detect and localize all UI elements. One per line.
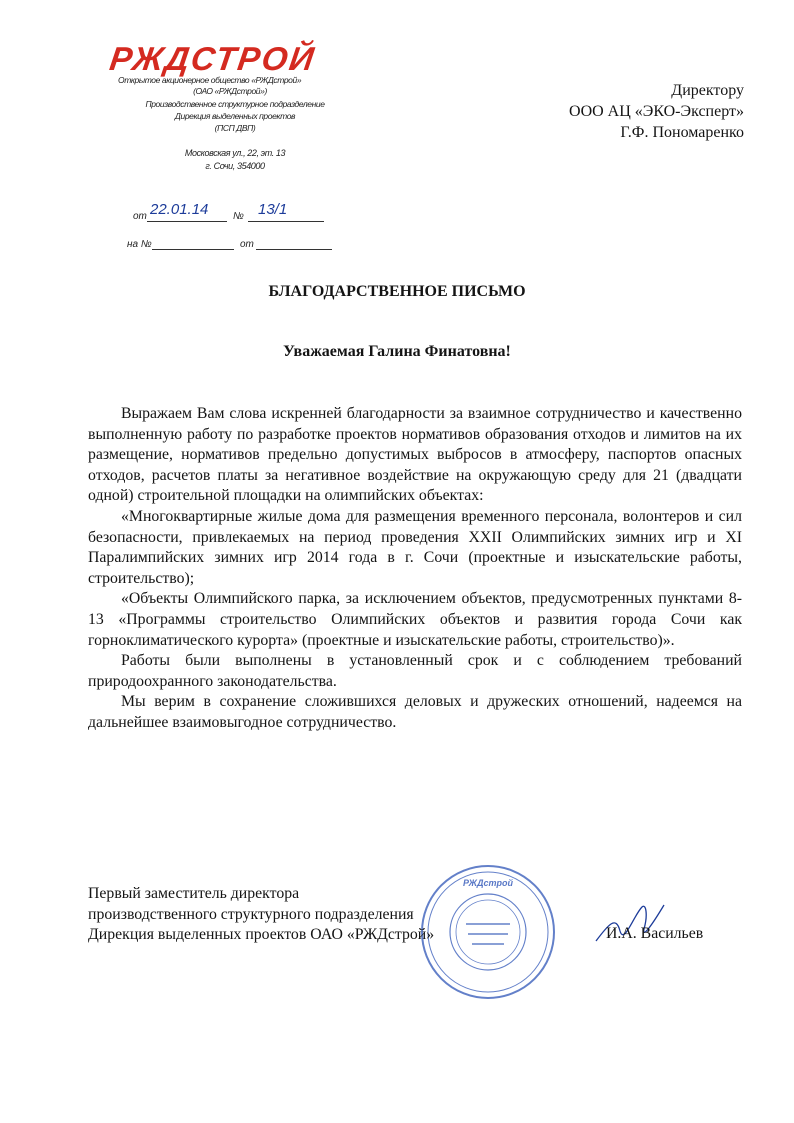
number-prefix: № <box>233 211 244 222</box>
body-paragraph: «Многоквартирные жилые дома для размещения временного персонала, волонтеров и сил безопасности, привлекаемых на период проведения XXII Олимпийских зимних игр и XI Паралимпийских зимних игр 2014 года в г. Сочи (проектные и изыскательские работы, строительство); <box>88 507 742 587</box>
letterhead-company-short: (ОАО «РЖДстрой») <box>193 86 267 96</box>
body-paragraph: Выражаем Вам слова искренней благодарности за взаимное сотрудничество и качественно выполненную работу по разработке проектов нормативов образования отходов и лимитов на их размещение, нормативов предельно допустимых выбросов в атмосферу, паспортов опасных отходов, расчетов платы за негативное воздействие на окружающую среду для 21 (двадцати одной) строительной площадки на олимпийских объектах: <box>88 405 742 505</box>
letterhead-street: Московская ул., 22, эт. 13 <box>184 148 286 158</box>
company-logo: РЖДСТРОЙ <box>107 40 319 77</box>
letter-title: БЛАГОДАРСТВЕННОЕ ПИСЬМО <box>268 283 526 300</box>
number-line <box>248 221 324 222</box>
addressee-position: Директору <box>671 82 744 99</box>
date-line <box>147 221 227 222</box>
date-value: 22.01.14 <box>150 201 209 218</box>
signatory-name: И.А. Васильев <box>606 925 704 942</box>
body-paragraph: «Объекты Олимпийского парка, за исключением объектов, предусмотренных пунктами 8-13 «Программы строительство Олимпийских объектов и развития города Сочи как горноклиматического курорта» (проектные и изыскательские работы, строительство)». <box>88 590 742 649</box>
signature-block <box>88 884 518 946</box>
letterhead-company-name: Открытое акционерное общество «РЖДстрой» <box>118 75 302 85</box>
reply-number-prefix: на № <box>127 239 152 250</box>
letter-body <box>88 404 742 734</box>
signatory-position: Первый заместитель директора <box>88 885 300 902</box>
letter-greeting: Уважаемая Галина Финатовна! <box>283 343 511 360</box>
letterhead-directorate: Дирекция выделенных проектов <box>174 111 296 121</box>
letterhead-division: Производственное структурное подразделение <box>145 99 325 109</box>
date-prefix: от <box>133 211 147 222</box>
addressee-name: Г.Ф. Пономаренко <box>620 124 744 141</box>
body-paragraph: Работы были выполнены в установленный срок и с соблюдением требований природоохранного законодательства. <box>88 652 742 690</box>
signatory-division: производственного структурного подразделения <box>88 905 414 923</box>
addressee-organization: ООО АЦ «ЭКО-Эксперт» <box>569 103 744 120</box>
letterhead-city: г. Сочи, 354000 <box>205 161 265 171</box>
letterhead-directorate-short: (ПСП ДВП) <box>214 123 256 133</box>
reply-date-prefix: от <box>240 239 254 250</box>
signatory-directorate: Дирекция выделенных проектов ОАО «РЖДстрой» <box>88 926 435 944</box>
number-value: 13/1 <box>258 201 288 218</box>
reply-number-line <box>152 249 234 250</box>
seal-text: РЖДстрой <box>462 878 514 888</box>
reply-date-line <box>256 249 332 250</box>
body-paragraph: Мы верим в сохранение сложившихся деловых и дружеских отношений, надеемся на дальнейшее взаимовыгодное сотрудничество. <box>88 693 742 731</box>
